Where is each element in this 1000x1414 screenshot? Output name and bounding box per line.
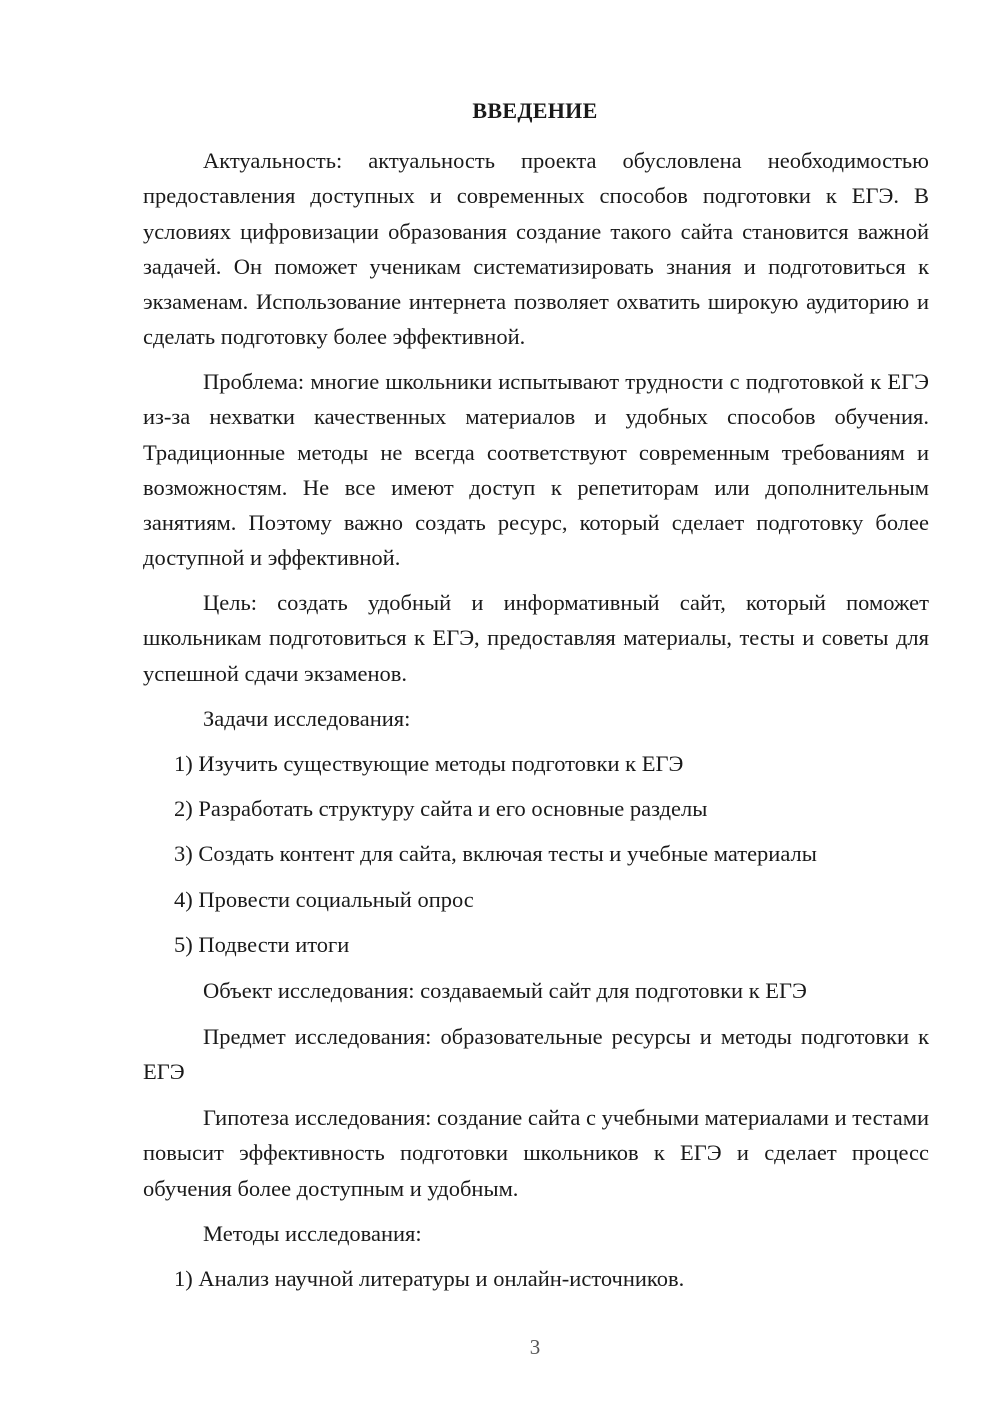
task-item-2-block <box>143 791 929 826</box>
problem-block <box>143 364 929 576</box>
task-item-1-block <box>143 746 929 781</box>
task-item: 4) Провести социальный опрос <box>174 887 474 912</box>
section-heading: ВВЕДЕНИЕ <box>472 98 598 123</box>
object-block <box>143 973 929 1008</box>
problem-paragraph: Проблема: многие школьники испытывают трудности с подготовкой к ЕГЭ из-за нехватки качественных материалов и удобных способов обучения. Традиционные методы не всегда соответствуют современным требованиям и возможностям. Не все имеют доступ к репетиторам или дополнительным занятиям. Поэтому важно создать ресурс, который сделает подготовку более доступной и эффективной. <box>143 369 929 571</box>
relevance-paragraph: Актуальность: актуальность проекта обусловлена необходимостью предоставления доступных и современных способов подготовки к ЕГЭ. В условиях цифровизации образования создание такого сайта становится важной задачей. Он поможет ученикам систематизировать знания и подготовиться к экзаменам. Использование интернета позволяет охватить широкую аудиторию и сделать подготовку более эффективной. <box>143 148 929 350</box>
method-item-1-block <box>143 1261 929 1296</box>
methods-title-block <box>143 1216 929 1251</box>
subject-block <box>143 1019 929 1090</box>
task-item: 1) Изучить существующие методы подготовки к ЕГЭ <box>174 751 684 776</box>
methods-title: Методы исследования: <box>203 1221 422 1246</box>
tasks-title-block <box>143 701 929 736</box>
hypothesis-paragraph: Гипотеза исследования: создание сайта с учебными материалами и тестами повысит эффективность подготовки школьников к ЕГЭ и сделает процесс обучения более доступным и удобным. <box>143 1105 929 1201</box>
goal-paragraph: Цель: создать удобный и информативный сайт, который поможет школьникам подготовиться к ЕГЭ, предоставляя материалы, тесты и советы для успешной сдачи экзаменов. <box>143 590 929 686</box>
task-item-4-block <box>143 882 929 917</box>
subject-paragraph: Предмет исследования: образовательные ресурсы и методы подготовки к ЕГЭ <box>143 1024 929 1085</box>
task-item: 3) Создать контент для сайта, включая тесты и учебные материалы <box>174 841 817 866</box>
tasks-title: Задачи исследования: <box>203 706 411 731</box>
hypothesis-block <box>143 1100 929 1206</box>
task-item: 5) Подвести итоги <box>174 932 350 957</box>
task-item: 2) Разработать структуру сайта и его основные разделы <box>174 796 708 821</box>
method-item: 1) Анализ научной литературы и онлайн-источников. <box>174 1266 685 1291</box>
page-number: 3 <box>529 1335 541 1359</box>
object-paragraph: Объект исследования: создаваемый сайт для подготовки к ЕГЭ <box>203 978 807 1003</box>
relevance-block <box>143 143 929 355</box>
goal-block <box>143 585 929 691</box>
task-item-3-block <box>143 836 929 871</box>
task-item-5-block <box>143 927 929 962</box>
